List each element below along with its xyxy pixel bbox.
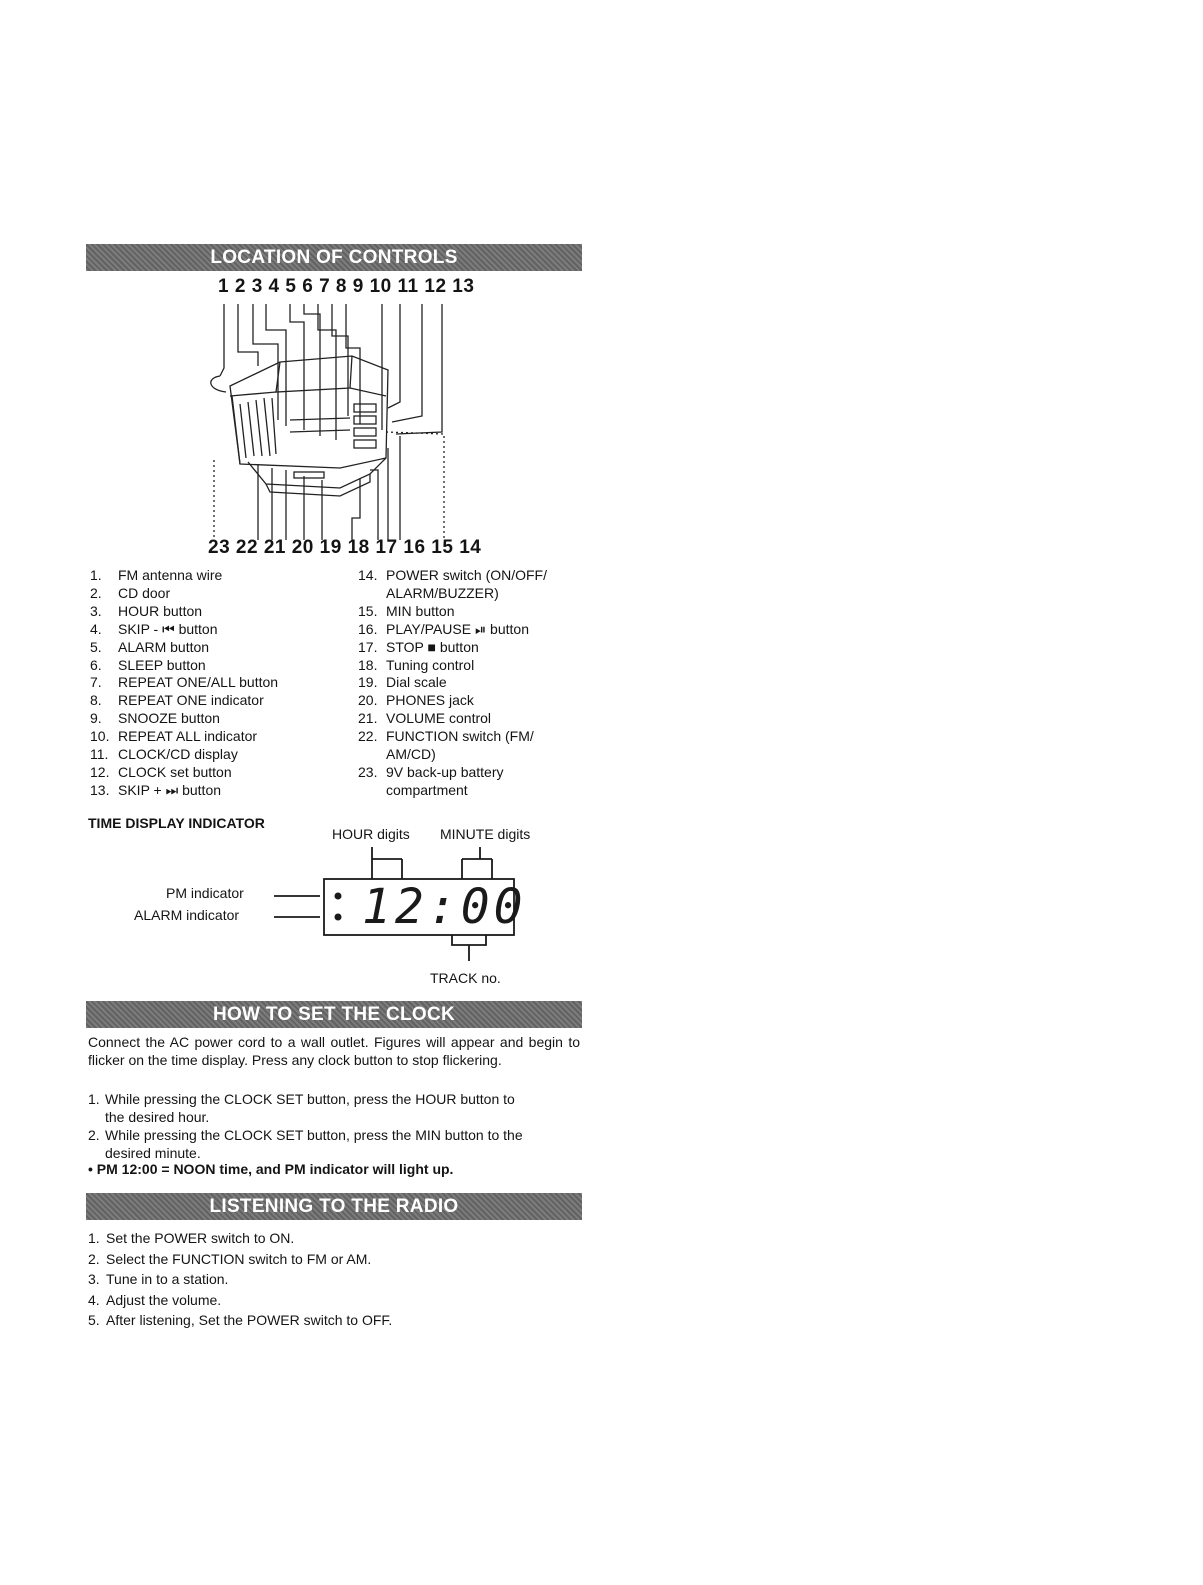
diagram-top-callouts: 1 2 3 4 5 6 7 8 9 10 11 12 13 bbox=[218, 276, 475, 297]
clock-radio-diagram bbox=[200, 300, 470, 540]
list-item: 4. Adjust the volume. bbox=[88, 1291, 222, 1308]
list-item: 1. Set the POWER switch to ON. bbox=[88, 1230, 295, 1246]
time-display-digits: 12:00 bbox=[362, 879, 527, 935]
clock-step-2: 2. While pressing the CLOCK SET button, press the MIN button to the desired minute. bbox=[88, 1127, 523, 1161]
minute-digits-label: MINUTE digits bbox=[440, 826, 531, 842]
list-item: 9. SNOOZE button bbox=[90, 710, 220, 727]
list-item: 8. REPEAT ONE indicator bbox=[90, 692, 264, 709]
clock-intro-paragraph: Connect the AC power cord to a wall outlet. Figures will appear and begin to flicker on the time display. Press any clock button to stop flickering. bbox=[88, 1034, 580, 1068]
hour-digits-label: HOUR digits bbox=[332, 826, 410, 842]
list-item: 17. STOP ■ button bbox=[358, 638, 479, 655]
list-item: 14. POWER switch (ON/OFF/ ALARM/BUZZER) bbox=[358, 567, 547, 601]
list-item: 11. CLOCK/CD display bbox=[90, 746, 238, 763]
section-banner-how-to-set-the-clock: HOW TO SET THE CLOCK bbox=[86, 1001, 582, 1028]
list-item: 3. HOUR button bbox=[90, 602, 203, 619]
radio-steps-list bbox=[88, 1228, 392, 1331]
pm-indicator-label: PM indicator bbox=[166, 885, 244, 901]
list-item: 2. Select the FUNCTION switch to FM or AM. bbox=[88, 1250, 372, 1267]
list-item: 18. Tuning control bbox=[358, 656, 475, 673]
list-item: 22. FUNCTION switch (FM/ AM/CD) bbox=[358, 728, 534, 763]
list-item: 1. FM antenna wire bbox=[90, 567, 223, 583]
alarm-indicator-label: ALARM indicator bbox=[134, 907, 240, 923]
clock-step-1: 1. While pressing the CLOCK SET button, press the HOUR button to the desired hour. bbox=[88, 1091, 515, 1125]
list-item: 5. ALARM button bbox=[90, 638, 210, 655]
list-item: 6. SLEEP button bbox=[90, 656, 206, 673]
list-item: 5. After listening, Set the POWER switch to OFF. bbox=[88, 1312, 393, 1328]
controls-list-right bbox=[358, 567, 582, 800]
list-item: 4. SKIP - ⏮ button bbox=[90, 620, 218, 637]
track-no-label: TRACK no. bbox=[430, 970, 501, 986]
list-item: 3. Tune in to a station. bbox=[88, 1271, 229, 1287]
list-item: 16. PLAY/PAUSE ⏯ button bbox=[358, 620, 529, 637]
list-item: 20. PHONES jack bbox=[358, 692, 474, 709]
section-banner-listening-to-the-radio: LISTENING TO THE RADIO bbox=[86, 1193, 582, 1220]
controls-list-left bbox=[90, 567, 330, 800]
list-item: 23. 9V back-up battery compartment bbox=[358, 763, 504, 798]
list-item: 7. REPEAT ONE/ALL button bbox=[90, 674, 279, 691]
section-banner-location-of-controls: LOCATION OF CONTROLS bbox=[86, 244, 582, 271]
list-item: 12. CLOCK set button bbox=[90, 763, 232, 780]
list-item: 2. CD door bbox=[90, 584, 171, 601]
clock-note: • PM 12:00 = NOON time, and PM indicator will light up. bbox=[88, 1161, 454, 1177]
list-item: 19. Dial scale bbox=[358, 674, 447, 691]
list-item: 13. SKIP + ⏭ button bbox=[90, 781, 222, 798]
list-item: 10. REPEAT ALL indicator bbox=[90, 728, 258, 745]
diagram-bottom-callouts: 23 22 21 20 19 18 17 16 15 14 bbox=[208, 537, 482, 558]
list-item: 21. VOLUME control bbox=[358, 710, 492, 727]
list-item: 15. MIN button bbox=[358, 602, 455, 619]
time-display-heading: TIME DISPLAY INDICATOR bbox=[88, 815, 265, 831]
